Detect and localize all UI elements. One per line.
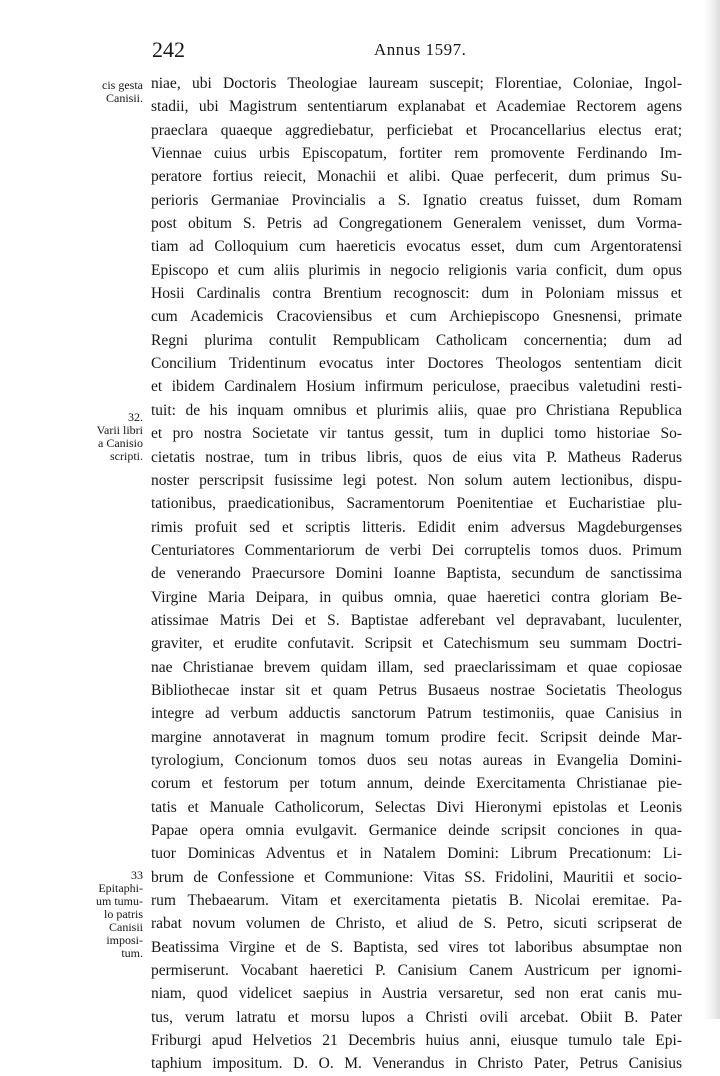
running-title: Annus 1597. bbox=[374, 40, 467, 59]
margin-note-33-epitaph bbox=[96, 869, 143, 960]
text-line: corum et festorum per totum annum, deinde Exercitamenta Christianae pie- bbox=[151, 775, 682, 793]
text-line: Virgine Maria Deipara, in quibus omnia, quae haeretici contra gloriam Be- bbox=[151, 588, 682, 606]
text-line: permiserunt. Vocabant haeretici P. Canisium Canem Austricum per ignomi- bbox=[151, 962, 682, 980]
text-line: niae, ubi Doctoris Theologiae lauream suscepit; Florentiae, Coloniae, Ingol- bbox=[151, 75, 682, 92]
margin-note-line: a Canisio bbox=[98, 436, 143, 450]
text-line: praeclara quaeque aggrediebatur, perficiebat et Procancellarius electus erat; bbox=[151, 121, 682, 139]
text-line: stadii, ubi Magistrum sententiarum explanabat et Academiae Rectorem agens bbox=[151, 98, 682, 116]
page-number: 242 bbox=[152, 37, 185, 62]
text-line: et pro nostra Societate vir tantus gessit, tum in duplici tomo historiae So- bbox=[151, 425, 682, 443]
text-line: post obitum S. Petris ad Congregationem Generalem venisset, dum Vorma- bbox=[151, 215, 682, 233]
text-line: tatis et Manuale Catholicorum, Selectas Divi Hieronymi epistolas et Leonis bbox=[151, 798, 682, 816]
text-line: tationibus, praedicationibus, Sacramentorum Poenitentiae et Eucharistiae plu- bbox=[151, 495, 682, 513]
text-line: niam, quod videlicet saepius in Austria versaretur, sed non erat canis mu- bbox=[151, 985, 682, 1003]
text-line: Concilium Tridentinum evocatus inter Doctores Theologos sententiam dicit bbox=[151, 355, 682, 373]
text-line: cum Academicis Cracoviensibus et cum Archiepiscopo Gnesnensi, primate bbox=[151, 308, 682, 326]
text-line: cietatis nostrae, tum in tribus libris, quos de eius vita P. Matheus Raderus bbox=[151, 448, 682, 466]
text-line: perioris Germaniae Provincialis a S. Ignatio creatus fuisset, dum Romam bbox=[151, 191, 682, 209]
text-line: margine annotaverat in magnum tomum prodire fecit. Scripsit deinde Mar- bbox=[151, 728, 682, 746]
text-line: Centuriatores Commentariorum de verbi Dei corruptelis tomos duos. Primum bbox=[151, 541, 682, 559]
text-line: Hosii Cardinalis contra Brentium recognoscit: dum in Poloniam missus et bbox=[151, 285, 682, 303]
text-line: nae Christianae brevem quidam illam, sed praeclarissimam et quae copiosae bbox=[151, 658, 682, 676]
scan-edge-shadow bbox=[704, 0, 720, 1019]
text-line: tuit: de his inquam omnibus et plurimis aliis, quae pro Christiana Republica bbox=[151, 401, 682, 419]
text-line: Papae opera omnia evulgavit. Germanice deinde scripsit conciones in qua- bbox=[151, 822, 682, 839]
margin-note-line: 32. bbox=[128, 410, 143, 424]
text-line: tyrologium, Concionum tomos duos seu notas aureas in Evangelia Domini- bbox=[151, 751, 682, 769]
text-line: taphium impositum. D. O. M. Venerandus in Christo Pater, Petrus Canisius bbox=[151, 1055, 682, 1073]
margin-note-line: 33 bbox=[131, 868, 143, 882]
text-line: Episcopo et cum aliis plurimis in negocio religionis varia conficit, dum opus bbox=[151, 261, 682, 279]
text-line: noster perscripsit fusissime legi potest. Non solum autem lectionibus, dispu- bbox=[151, 471, 682, 489]
text-line: Bibliothecae instar sit et quam Petrus Busaeus nostrae Societatis Theologus bbox=[151, 681, 682, 699]
text-line: peratore fortius reiecit, Monachii et alibi. Quae perfecerit, dum primus Su- bbox=[151, 168, 682, 186]
margin-note-canisii-deeds bbox=[102, 79, 143, 105]
text-line: Friburgi apud Helvetios 21 Decembris huius anni, eiusque tumulo tale Epi- bbox=[151, 1032, 682, 1050]
text-line: Beatissima Virgine et de S. Baptista, sed vires tot laboribus absumptae non bbox=[151, 938, 682, 956]
text-line: et ibidem Cardinalem Hosium infirmum periculose, praecibus valetudini resti- bbox=[151, 378, 682, 396]
margin-note-line: scripti. bbox=[110, 449, 143, 463]
text-line: brum de Confessione et Communione: Vitas SS. Fridolini, Mauritii et socio- bbox=[151, 868, 682, 886]
text-line: rabat novum volumen de Christo, et aliud de S. Petro, sicuti scripserat de bbox=[151, 915, 682, 933]
margin-note-line: tum. bbox=[121, 946, 143, 960]
text-line: atissimae Matris Dei et S. Baptistae adferebant vel depravabant, luculenter, bbox=[151, 611, 682, 629]
text-line: Regni plurima contulit Rempublicam Catholicam concernentia; dum ad bbox=[151, 331, 682, 349]
text-line: tiam ad Colloquium cum haereticis evocatus esset, dum cum Argentoratensi bbox=[151, 238, 682, 256]
text-line: integre ad verbum adductis sanctorum Patrum testimoniis, quae Canisius in bbox=[151, 705, 682, 723]
text-line: Viennae cuius urbis Episcopatum, fortiter rem promovente Ferdinando Im- bbox=[151, 145, 682, 163]
text-line: tus, verum latratu et morsu lupos a Christi ovili arcebat. Obiit B. Pater bbox=[151, 1008, 682, 1026]
text-line: rum Thebaearum. Vitam et exercitamenta pietatis B. Nicolai eremitae. Pa- bbox=[151, 892, 682, 910]
margin-note-32-writings bbox=[97, 411, 143, 463]
text-line: de venerando Praecursore Domini Ioanne Baptista, secundum de sanctissima bbox=[151, 565, 682, 583]
margin-note-line: Epitaphi- bbox=[98, 881, 143, 895]
body-text bbox=[151, 72, 682, 1076]
text-line: tuor Dominicas Adventus et in Natalem Domini: Librum Precationum: Li- bbox=[151, 845, 682, 863]
margin-note-line: imposi- bbox=[106, 933, 143, 947]
margin-note-line: Varii libri bbox=[96, 423, 143, 437]
text-line: rimis profuit sed et scriptis litteris. Edidit enim adversus Magdeburgenses bbox=[151, 518, 682, 536]
margin-note-line: cis gesta bbox=[102, 78, 143, 92]
text-line: graviter, et erudite confutavit. Scripsit et Catechismum seu summam Doctri- bbox=[151, 635, 682, 653]
page-header bbox=[0, 37, 720, 63]
margin-note-line: Canisii bbox=[108, 920, 143, 934]
margin-note-line: Canisii. bbox=[105, 91, 143, 105]
margin-note-line: lo patris bbox=[104, 907, 143, 921]
margin-note-line: um tumu- bbox=[96, 894, 143, 908]
